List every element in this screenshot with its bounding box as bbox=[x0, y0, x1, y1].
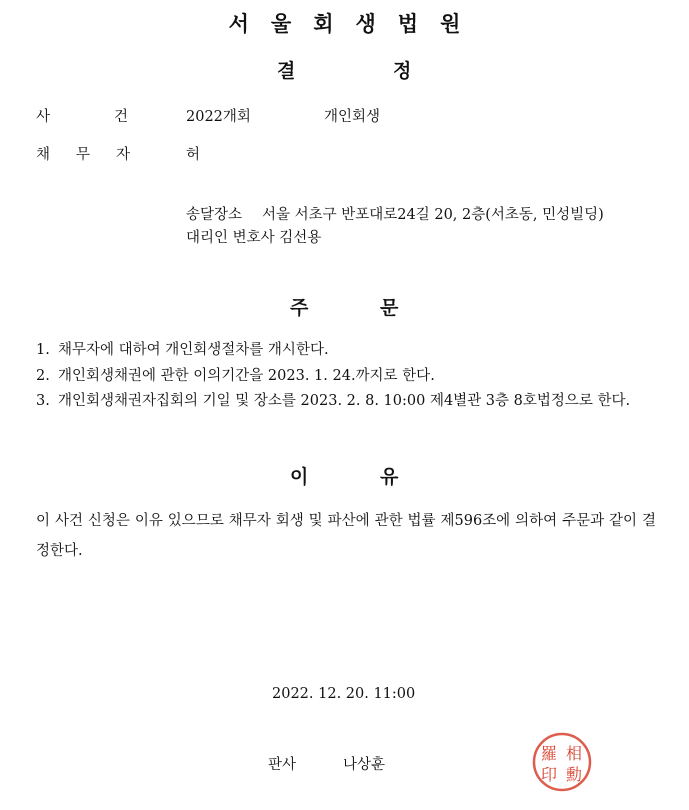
decision-date: 2022. 12. 20. 11:00 bbox=[272, 686, 416, 702]
debtor-label-char-2: 무 bbox=[76, 147, 91, 163]
order-item-text: 채무자에 대하여 개인회생절차를 개시한다. bbox=[58, 342, 329, 358]
attorney: 대리인 변호사 김선용 bbox=[186, 230, 322, 246]
seal-char: 印 bbox=[540, 765, 558, 784]
reason-title-char-1: 이 bbox=[290, 466, 309, 488]
order-title-char-2: 문 bbox=[380, 297, 399, 319]
order-list bbox=[36, 338, 658, 415]
case-label-char-1: 사 bbox=[36, 109, 51, 125]
seal-char: 羅 bbox=[540, 744, 558, 763]
doc-title-char-2: 정 bbox=[393, 60, 412, 82]
seal-char: 相 bbox=[565, 744, 583, 763]
order-item-text: 개인회생채권에 관한 이의기간을 2023. 1. 24.까지로 한다. bbox=[58, 367, 435, 384]
judge-title: 판사 bbox=[268, 757, 297, 773]
court-name: 서 울 회 생 법 원 bbox=[228, 12, 461, 36]
order-item-number: 3. bbox=[36, 393, 50, 409]
case-number: 2022개회 bbox=[186, 109, 251, 125]
order-item bbox=[36, 389, 658, 415]
debtor-label-char-3: 자 bbox=[116, 147, 131, 163]
service-label: 송달장소 bbox=[186, 207, 243, 223]
order-item bbox=[36, 338, 658, 364]
judge-seal-stamp bbox=[530, 730, 594, 794]
order-item bbox=[36, 364, 658, 390]
case-type: 개인회생 bbox=[324, 109, 381, 125]
seal-char: 勳 bbox=[565, 765, 583, 784]
judge-name: 나상훈 bbox=[343, 757, 386, 773]
reason-text: 이 사건 신청은 이유 있으므로 채무자 회생 및 파산에 관한 법률 제596조에 의하여 주문과 같이 결정한다. bbox=[36, 513, 656, 559]
doc-title-char-1: 결 bbox=[277, 60, 296, 82]
order-item-number: 2. bbox=[36, 367, 50, 384]
order-item-number: 1. bbox=[36, 342, 50, 358]
debtor-label-char-1: 채 bbox=[36, 147, 51, 163]
order-item-text: 개인회생채권자집회의 기일 및 장소를 2023. 2. 8. 10:00 제4별관 3층 8호법정으로 한다. bbox=[58, 393, 631, 409]
debtor-name: 허 bbox=[186, 147, 201, 163]
case-label-char-2: 건 bbox=[114, 109, 129, 125]
reason-title-char-2: 유 bbox=[380, 466, 399, 488]
order-title-char-1: 주 bbox=[290, 297, 309, 319]
service-address: 서울 서초구 반포대로24길 20, 2층(서초동, 민성빌딩) bbox=[262, 207, 604, 223]
